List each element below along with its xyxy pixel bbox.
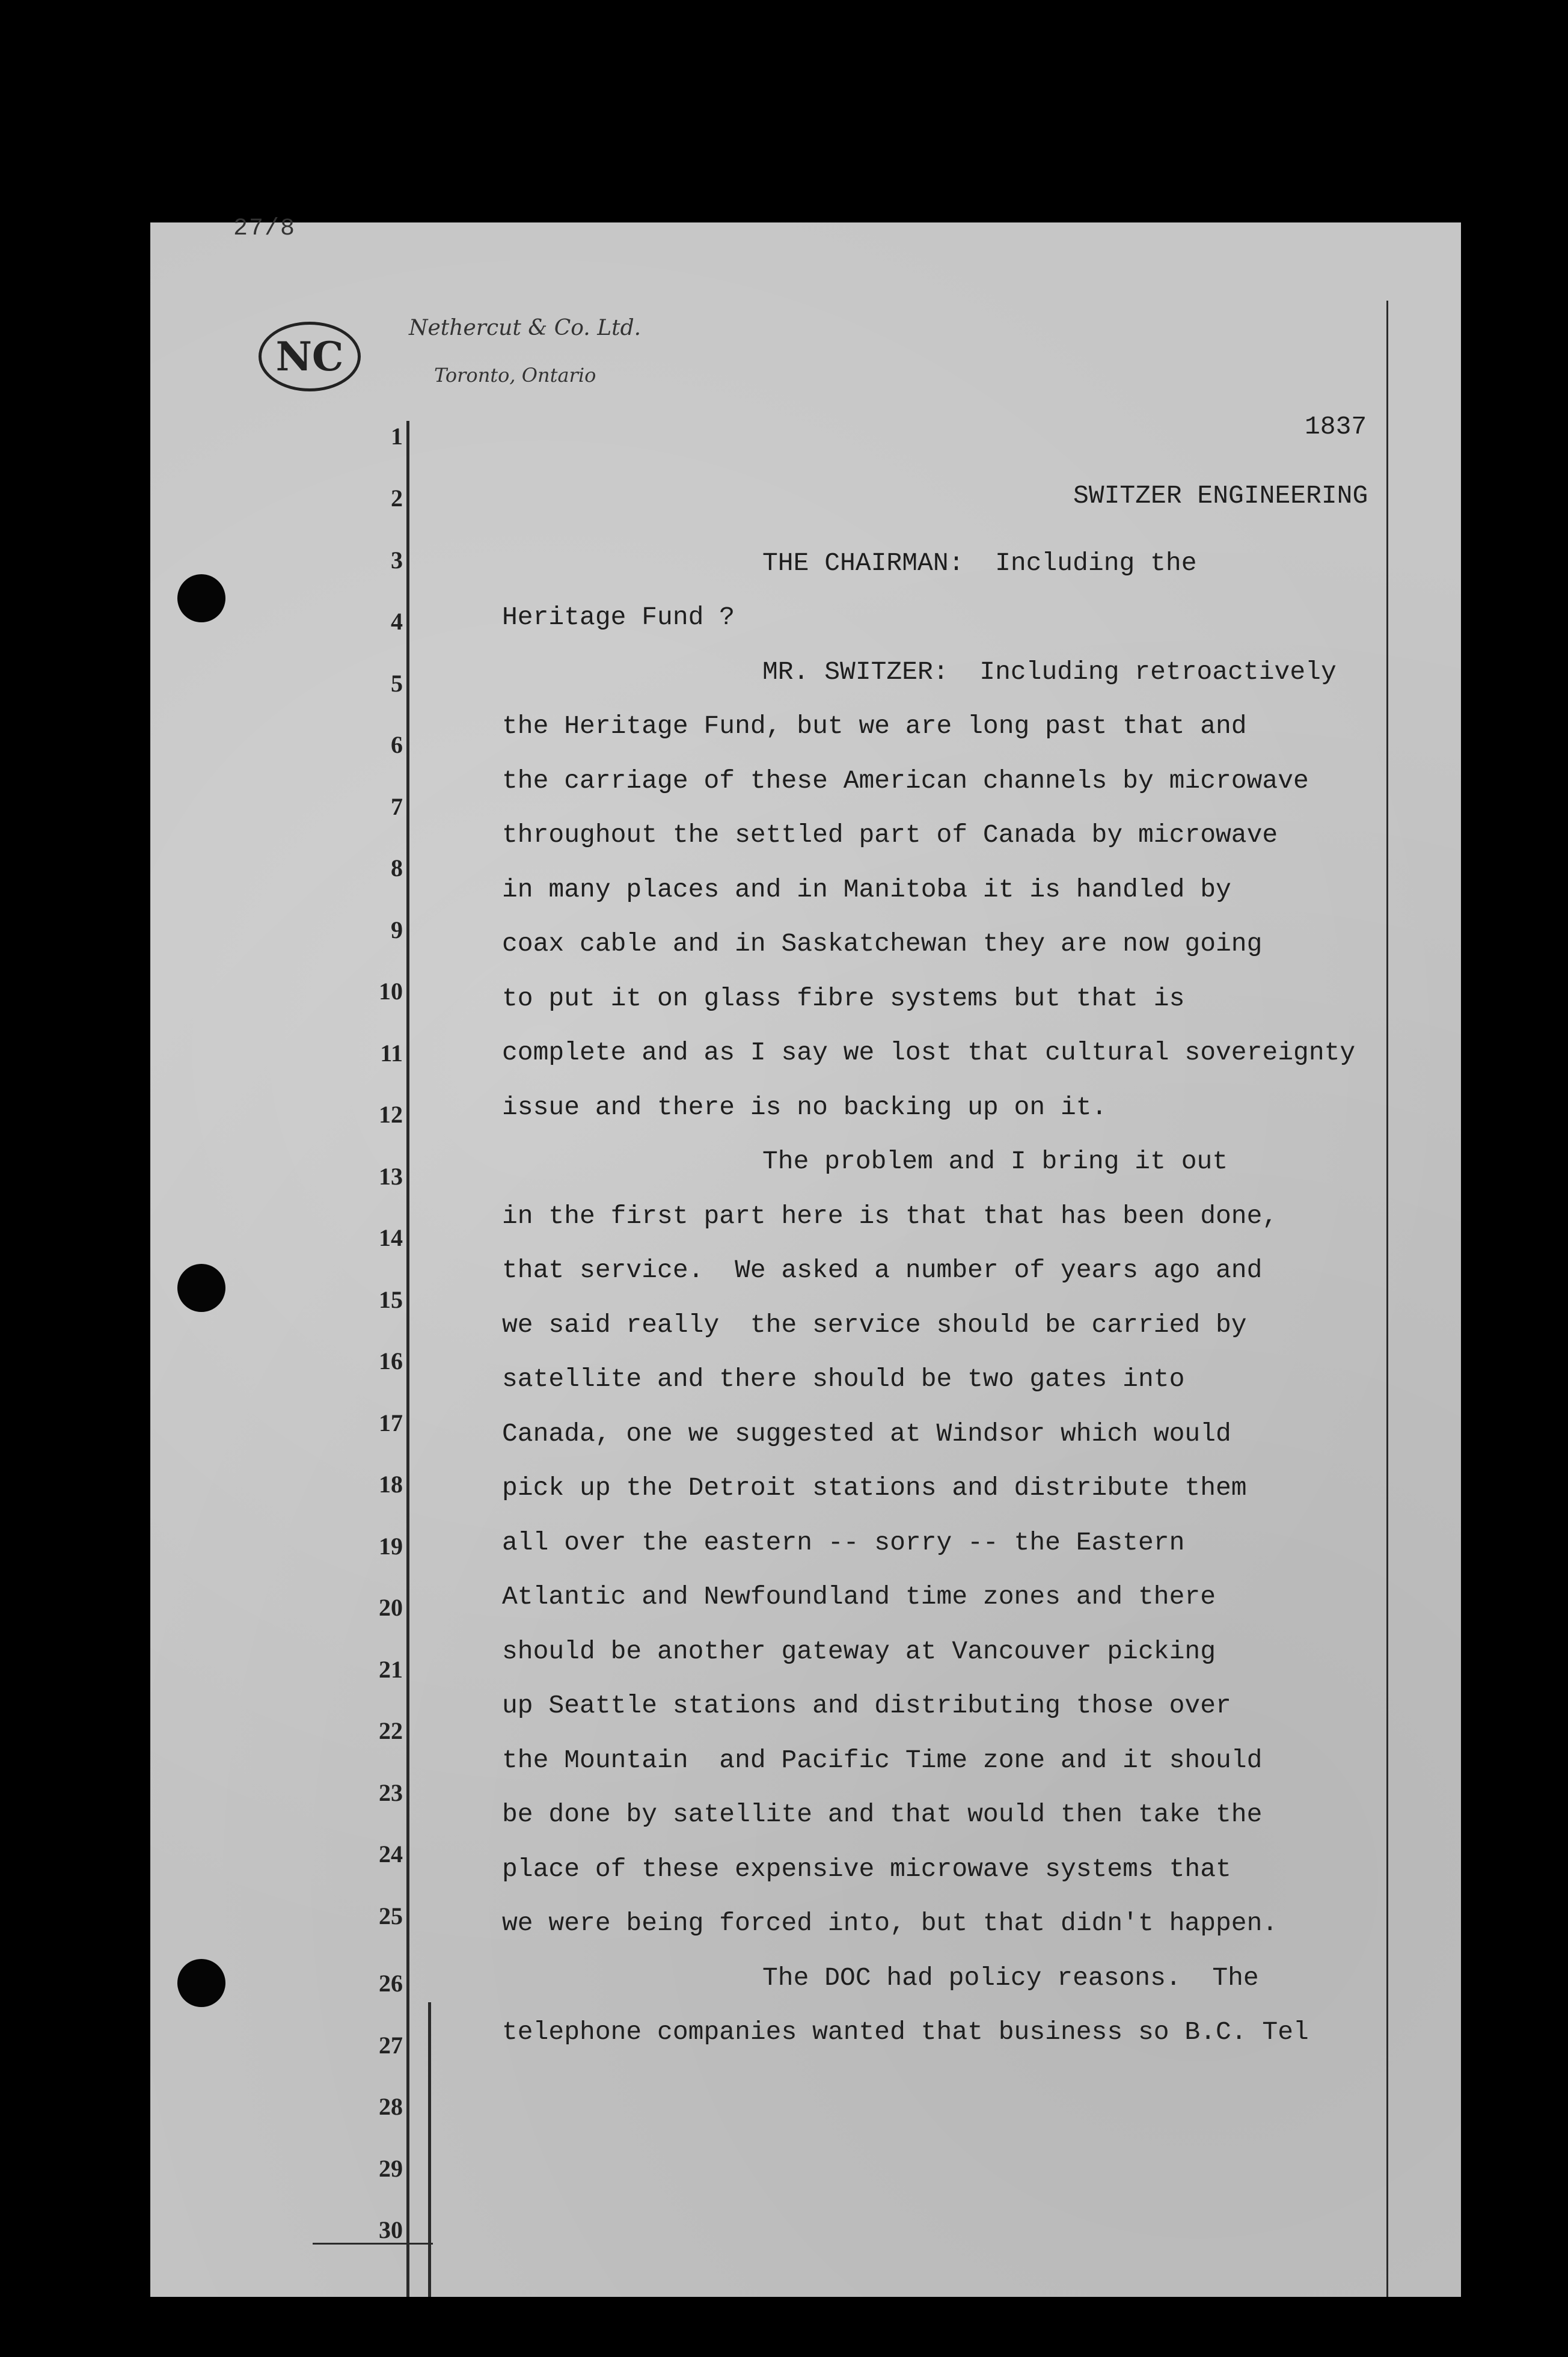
line-number: 29	[379, 2155, 403, 2182]
transcript-line: Canada, one we suggested at Windsor which would	[502, 1419, 1231, 1448]
line-number: 23	[379, 1779, 403, 1806]
section-title: SWITZER ENGINEERING	[1073, 481, 1368, 510]
transcript-line: that service. We asked a number of years ago and	[502, 1255, 1263, 1285]
transcript-line: The problem and I bring it out	[762, 1147, 1228, 1176]
transcript-line: the carriage of these American channels by microwave	[502, 766, 1309, 795]
transcript-line: coax cable and in Saskatchewan they are now going	[502, 929, 1263, 958]
transcript-line: MR. SWITZER: Including retroactively	[762, 657, 1337, 687]
transcript-line: the Heritage Fund, but we are long past that and	[502, 711, 1247, 741]
transcript-line: we were being forced into, but that didn't happen.	[502, 1908, 1278, 1938]
line-number: 5	[391, 670, 403, 697]
transcript-line: up Seattle stations and distributing those over	[502, 1691, 1231, 1720]
transcript-line: The DOC had policy reasons. The	[762, 1963, 1259, 1993]
line-number: 19	[379, 1533, 403, 1560]
transcript-line: Heritage Fund ?	[502, 602, 735, 632]
transcript-line: we said really the service should be carried by	[502, 1310, 1247, 1340]
transcript-line: the Mountain and Pacific Time zone and it should	[502, 1746, 1263, 1775]
line-number: 16	[379, 1347, 403, 1375]
line-number: 28	[379, 2093, 403, 2120]
line-number: 21	[379, 1656, 403, 1683]
page-code: 27/8	[233, 215, 296, 242]
transcript-line: throughout the settled part of Canada by microwave	[502, 820, 1278, 850]
line-number: 22	[379, 1717, 403, 1744]
transcript-line: should be another gateway at Vancouver picking	[502, 1637, 1216, 1666]
line-number: 4	[391, 608, 403, 635]
transcript-line: complete and as I say we lost that cultural sovereignty	[502, 1038, 1356, 1067]
line-number: 10	[379, 978, 403, 1005]
transcript-line: Atlantic and Newfoundland time zones and there	[502, 1582, 1216, 1611]
line-number: 7	[391, 793, 403, 820]
line-number: 1	[391, 423, 403, 450]
line-number: 20	[379, 1594, 403, 1621]
line-number: 17	[379, 1409, 403, 1436]
line-number: 13	[379, 1163, 403, 1190]
transcript-line: place of these expensive microwave systems that	[502, 1854, 1231, 1884]
firm-location: Toronto, Ontario	[434, 364, 596, 387]
left-margin-rule	[406, 421, 409, 2297]
left-margin-rule	[428, 2002, 431, 2297]
transcript-line: THE CHAIRMAN: Including the	[762, 548, 1197, 578]
nc-logo: NC	[259, 322, 361, 391]
line-number: 9	[391, 916, 403, 943]
transcript-line: be done by satellite and that would then take the	[502, 1800, 1263, 1829]
transcript-line: issue and there is no backing up on it.	[502, 1093, 1107, 1122]
line-number: 14	[379, 1224, 403, 1251]
transcript-line: all over the eastern -- sorry -- the Eastern	[502, 1528, 1185, 1557]
page-number: 1837	[1305, 412, 1367, 441]
line-number: 3	[391, 547, 403, 574]
line-number: 18	[379, 1471, 403, 1498]
line-number: 11	[380, 1040, 403, 1067]
transcript-line: in the first part here is that that has been done,	[502, 1201, 1278, 1231]
line-number: 12	[379, 1101, 403, 1128]
transcript-line: satellite and there should be two gates into	[502, 1364, 1185, 1394]
transcript-line: pick up the Detroit stations and distribute them	[502, 1473, 1247, 1503]
line-number: 26	[379, 1970, 403, 1997]
transcript-line: in many places and in Manitoba it is handled by	[502, 875, 1231, 904]
line-number: 15	[379, 1286, 403, 1313]
line-number: 30	[379, 2216, 403, 2243]
line-number: 8	[391, 854, 403, 881]
line-number: 25	[379, 1902, 403, 1929]
right-margin-rule	[1386, 301, 1388, 2297]
line-number: 6	[391, 731, 403, 758]
line-number: 24	[379, 1841, 403, 1868]
line-number: 27	[379, 2032, 403, 2059]
punch-hole-icon	[177, 574, 225, 622]
line-number: 2	[391, 485, 403, 512]
punch-hole-icon	[177, 1959, 225, 2007]
transcript-line: telephone companies wanted that business so B.C. Tel	[502, 2017, 1309, 2047]
punch-hole-icon	[177, 1264, 225, 1312]
firm-name: Nethercut & Co. Ltd.	[409, 316, 642, 340]
transcript-line: to put it on glass fibre systems but that is	[502, 984, 1185, 1013]
